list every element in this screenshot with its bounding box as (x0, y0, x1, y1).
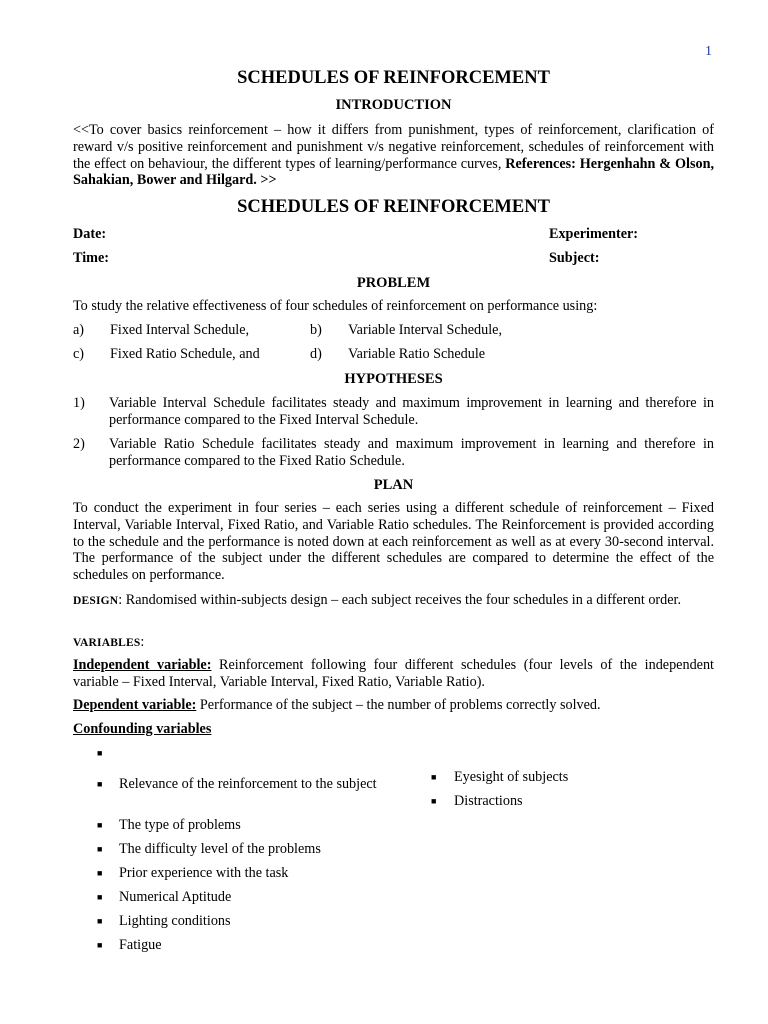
problem-item: Variable Interval Schedule, (348, 322, 503, 338)
references-label: References: (505, 155, 576, 172)
list-item: ■ Distractions (431, 793, 523, 809)
problem-items-row-1 (73, 322, 714, 340)
bullet-icon: ■ (97, 779, 103, 789)
confounding-label: Confounding variables (73, 721, 212, 737)
list-item: ■ Relevance of the reinforcement to the subject (97, 776, 377, 792)
problem-items-row-2 (73, 346, 714, 364)
list-item: ■ Numerical Aptitude (97, 889, 232, 905)
problem-item: Fixed Ratio Schedule, and (110, 346, 260, 362)
problem-item-marker: c) (73, 346, 85, 362)
design-label: DESIGN (73, 595, 119, 607)
references: Hergenhahn & Olson, Sahakian, Bower and Hilgard. (73, 155, 715, 189)
bullet-icon: ■ (97, 820, 103, 830)
problem-item: Variable Ratio Schedule (348, 346, 486, 362)
document-page (73, 0, 714, 1024)
list-item: ■ Eyesight of subjects (431, 769, 569, 785)
hypothesis-marker: 1) (73, 395, 85, 411)
bullet-icon: ■ (97, 868, 103, 878)
meta-row-1 (73, 226, 714, 244)
list-item: ■ The type of problems (97, 817, 241, 833)
list-item: ■ The difficulty level of the problems (97, 841, 321, 857)
list-item: ■ Lighting conditions (97, 913, 231, 929)
problem-item-marker: d) (310, 346, 322, 362)
introduction-text: <<To cover basics reinforcement – how it differs from punishment, types of reinforcement, clarification of reward v/s positive reinforcement and punishment v/s negative reinforcement, schedules of reinforcement with the effect on behaviour, the different types of learning/performance curves, References: Hergenhahn & Olson, Sahakian, Bower and Hilgard. >> (73, 122, 715, 189)
problem-text: To study the relative effectiveness of four schedules of reinforcement on performance using: (73, 298, 598, 314)
meta-row-2 (73, 250, 714, 268)
problem-item: Fixed Interval Schedule, (110, 322, 250, 338)
bullet-icon: ■ (431, 796, 437, 806)
plan-text: To conduct the experiment in four series – each series using a different schedule of reinforcement – Fixed Interval, Variable Interval, Fixed Ratio, and Variable Ratio schedules. The Reinforcement is provided according to the schedule and the performance is noted down at each reinforcement as well as at every 30-second interval. The performance of the subject under the different schedules are compared to determine the effect of the schedules on performance. (73, 500, 714, 584)
bullet-icon: ■ (97, 844, 103, 854)
time-label: Time: (73, 250, 109, 266)
list-item: ■ Fatigue (97, 937, 162, 953)
hypothesis-2 (73, 436, 714, 472)
problem-heading: PROBLEM (356, 275, 431, 291)
independent-variable: Independent variable: Reinforcement following four different schedules (four levels of the independent variable – Fixed Interval, Variable Interval, Fixed Ratio, Variable Ratio). (73, 657, 714, 690)
references-closing: >> (260, 172, 277, 189)
independent-label: Independent variable: (73, 657, 212, 673)
bullet-icon: ■ (97, 916, 103, 926)
date-label: Date: (73, 226, 107, 242)
problem-item-marker: b) (310, 322, 322, 338)
list-item (73, 745, 714, 763)
design-text: DESIGN: Randomised within-subjects design – each subject receives the four schedules in a different order. (73, 592, 682, 608)
page-title: SCHEDULES OF REINFORCEMENT (237, 68, 550, 88)
introduction-heading: INTRODUCTION (335, 97, 452, 113)
page-number: 1 (705, 44, 712, 59)
hypothesis-marker: 2) (73, 436, 85, 452)
hypothesis-1 (73, 395, 714, 431)
experimenter-label: Experimenter: (549, 226, 639, 242)
list-item: ■ Prior experience with the task (97, 865, 289, 881)
hypotheses-heading: HYPOTHESES (344, 371, 443, 387)
problem-item-marker: a) (73, 322, 85, 338)
bullet-icon: ■ (431, 772, 437, 782)
dependent-variable: Dependent variable: Performance of the subject – the number of problems correctly solved. (73, 697, 601, 713)
variables-label: VARIABLES: (73, 634, 145, 650)
bullet-icon: ■ (97, 940, 103, 950)
subject-label: Subject: (549, 250, 600, 266)
hypothesis-text: Variable Interval Schedule facilitates steady and maximum improvement in learning and therefore in performance compared to the Fixed Interval Schedule. (109, 395, 714, 428)
dependent-label: Dependent variable: (73, 697, 197, 713)
section-title: SCHEDULES OF REINFORCEMENT (237, 197, 550, 217)
plan-heading: PLAN (373, 477, 414, 493)
bullet-icon: ■ (97, 892, 103, 902)
bullet-icon: ■ (97, 748, 103, 758)
hypothesis-text: Variable Ratio Schedule facilitates steady and maximum improvement in learning and therefore in performance compared to the Fixed Ratio Schedule. (109, 436, 714, 469)
